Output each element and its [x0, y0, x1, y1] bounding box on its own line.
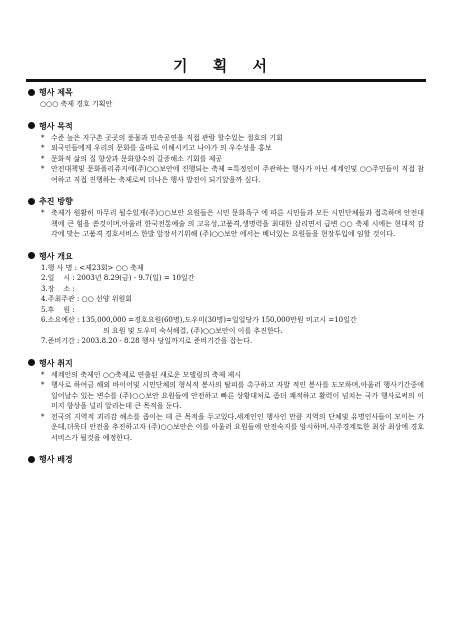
overview-label: 4.주최주관 : [41, 295, 82, 303]
section-background [28, 453, 424, 465]
list-item-text: 문화적 삶의 질 향상과 문화향수의 갈증해소 기회를 제공 [51, 154, 223, 163]
overview-label: 7.준비기간 : [41, 337, 82, 345]
section-heading [28, 250, 424, 262]
title-block [0, 55, 450, 78]
overview-row [41, 336, 424, 347]
bullet-dot-icon [28, 359, 35, 366]
overview-row [41, 315, 424, 326]
section-heading [28, 86, 424, 98]
section-heading [28, 357, 424, 369]
bullet-dot-icon [28, 122, 35, 129]
list-item-text: 세계인의 축제인 ○○축제로 연출된 새로운 모델링의 축제 제시 [51, 370, 242, 379]
asterisk-icon: * [41, 381, 45, 389]
section-heading [28, 453, 424, 465]
item-list [28, 133, 424, 186]
bullet-dot-icon [28, 89, 35, 96]
overview-value: 2003.8.20 - 8.28 행사 당일까지로 준비기간을 잡는다. [81, 337, 253, 345]
title-rule [26, 79, 426, 82]
overview-value: 2003년 8.29(금) - 9.7(일) = 10일간 [76, 274, 195, 282]
asterisk-icon: * [41, 370, 45, 379]
section-heading [28, 195, 424, 207]
item-list [28, 208, 424, 240]
sections [28, 86, 424, 475]
bullet-dot-icon [28, 252, 35, 259]
list-item [41, 370, 424, 381]
section-heading-text: 행사 개요 [39, 250, 73, 261]
overview-label: 1.행 사 명 : [41, 263, 80, 272]
list-item-text: 안전대책및 문화폴리쥬지에(주)○○보안에 진행되는 축제 =특정인이 주관하는 행사가 아닌 세계인및 ○○주민들이 직접 참여하고 직접 진행하는 축제로써 더나은 행사 발전이 되기앞을까 싶다. [51, 165, 424, 184]
section-overview [28, 250, 424, 347]
list-item-text: 외국인들에게 우리의 문화를 올바로 이해시키고 나아가 의 우수성을 홍보 [51, 144, 272, 152]
overview-label: 5.후 원 : [41, 305, 77, 314]
bullet-dot-icon [28, 456, 35, 463]
list-item [41, 143, 424, 154]
section-heading-text: 행사 취지 [39, 357, 73, 368]
section-heading-text: 행사 제목 [39, 87, 73, 97]
list-item [41, 380, 424, 412]
list-item [41, 154, 424, 165]
overview-row [41, 284, 424, 295]
section-direction [28, 195, 424, 240]
section-heading-text: 행사 목적 [39, 120, 73, 131]
section-heading-text: 행사 배경 [39, 454, 73, 464]
overview-label: 2.일 시 : [41, 274, 77, 282]
list-item [41, 208, 424, 240]
document-title: 기 획 서 [173, 57, 277, 75]
section-purpose [28, 120, 424, 186]
overview-label: 6.소요예산 : [41, 316, 82, 324]
list-item [41, 412, 424, 444]
overview-value: 135,000,000 =경호요원(60명),도우미(30명)=일일당가 150,000만원 비고시 =10일간 [81, 316, 357, 324]
list-item-text: 축제가 원활히 마무리 될수있게(주)○○보안 요원들은 시민 문화욕구 에 따른 시민들과 모든 시민단체들과 접촉하며 안전대책에 큰 힘을 쏟것이며,아울러 한국전통예술 의 고유성,고품격,생명력을 최대한 살리면서 급변 ○○ 축제 시에는 현대적 감각에 맞는 고품격 경호서비스 한발 앞장서기위해 (주)○○보안 에서는 베너있는 요원들을 현장투입에 임할 것이다. [51, 209, 424, 238]
list-item [41, 164, 424, 185]
list-item-text: 전국의 지역적 괴리감 해소를 좁이는 데 큰 목적을 두고있다.세계인인 행사인 만큼 지역의 단체및 유명인사들이 모이는 가운데,더욱더 안전을 추진하고자 (주)○○보안은 이를 아울러 요원들에 안전숙지를 암시하며,사주경계토한 최상 최상에 경호 서비스가 될것을 예정한다. [51, 412, 424, 442]
overview-value: 의 요원 및 도우미 숙식해결, (주)○○보안이 이를 추진한다. [103, 326, 283, 335]
overview-row [41, 263, 424, 274]
list-item-text: 행사로 하여금 해외 바이어및 시민단체의 형식적 봉사의 탈피를 촉구하고 자발 적인 봉사를 도모하며,아울러 행사기간중에 일어날수 있는 변수를 (주)○○보안 요원들에 안전하고 빠른 상황대처로 좀더 쾌적하고 활력이 넘치는 국가 행사로써의 이미지 향상을 널리 알리는데 큰 목적을 둔다. [51, 381, 424, 410]
bullet-dot-icon [28, 198, 35, 205]
overview-value: ○○ 선양 위원회 [81, 295, 133, 303]
section-name [28, 86, 424, 110]
section-heading [28, 120, 424, 132]
overview-row [41, 273, 424, 284]
section-heading-text: 추진 방향 [39, 196, 73, 206]
asterisk-icon: * [41, 209, 45, 217]
overview-row [41, 305, 424, 316]
asterisk-icon: * [41, 165, 45, 173]
asterisk-icon: * [41, 154, 45, 163]
overview-row-continued [41, 326, 424, 337]
section-intent [28, 357, 424, 444]
overview-label: 3.장 소 : [41, 284, 77, 293]
item-list [28, 370, 424, 444]
asterisk-icon: * [41, 144, 45, 152]
list-item [41, 133, 424, 144]
list-item-text: 수준 높은 지구촌 곳곳의 풍물과 민속공연을 직접 관람 할수있는 절호의 기회 [51, 133, 283, 142]
overview-value: <제23회> ○○ 축제 [79, 263, 144, 272]
section-text: ○○○ 축제 경호 기획안 [40, 100, 113, 108]
asterisk-icon: * [41, 412, 45, 421]
overview-list [28, 263, 424, 347]
asterisk-icon: * [41, 133, 45, 142]
overview-row [41, 294, 424, 305]
